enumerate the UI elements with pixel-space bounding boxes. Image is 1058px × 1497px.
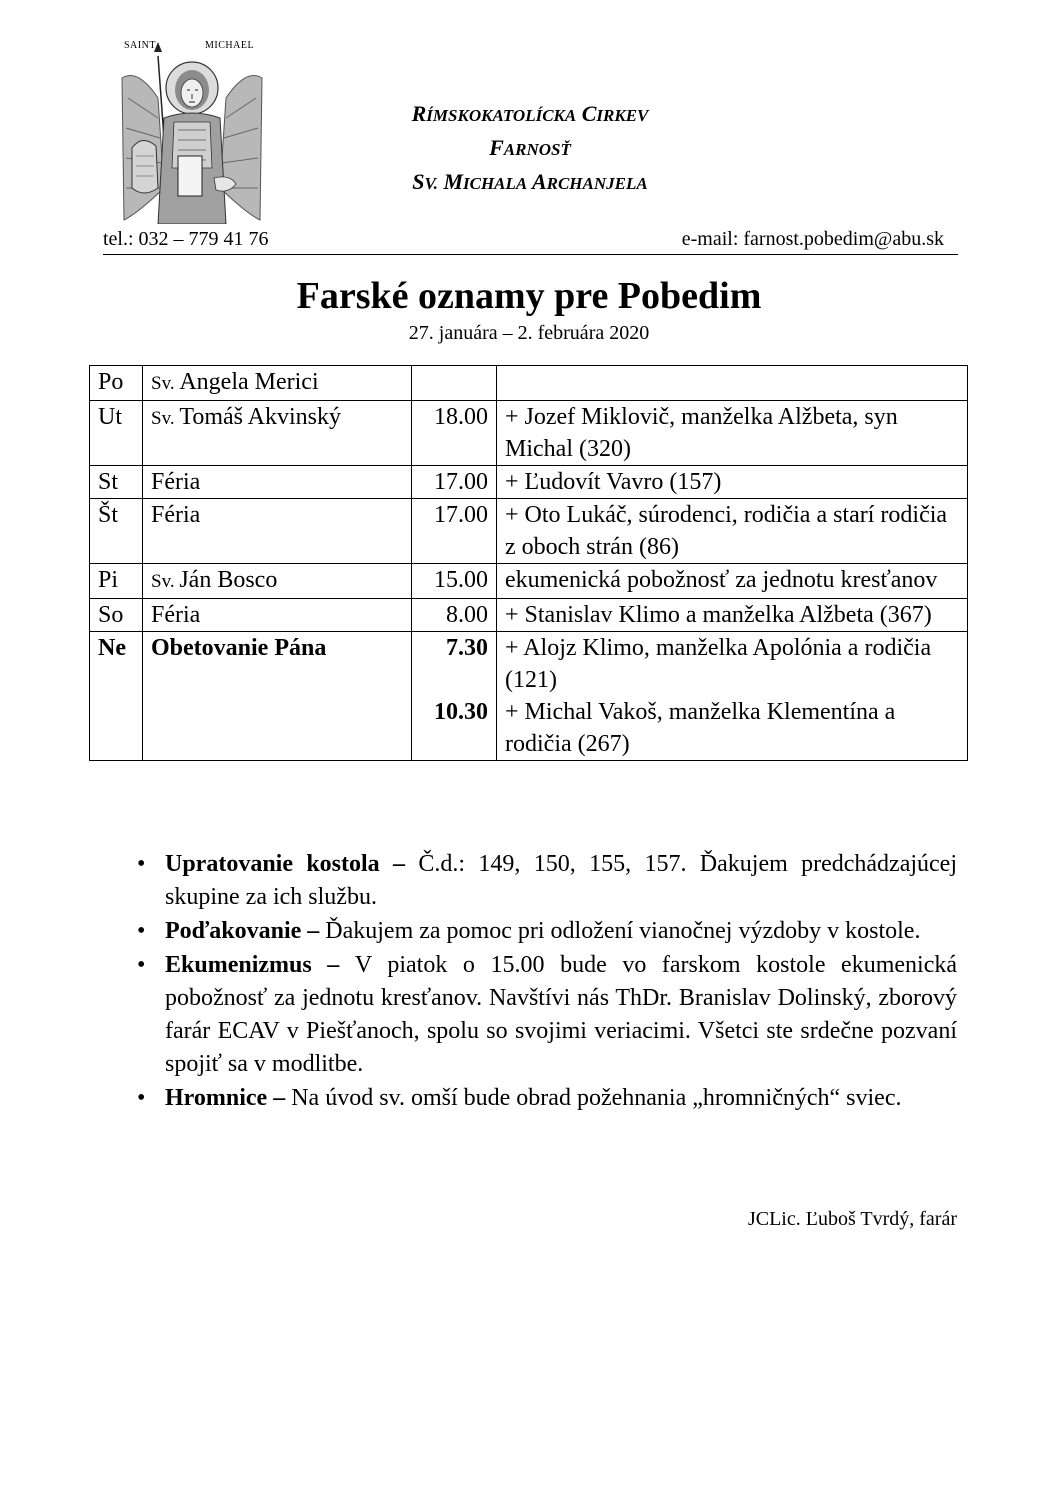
mass-time: 15.00 [434,567,488,593]
feast-prefix: Sv. [151,373,180,394]
date-range: 27. januára – 2. februára 2020 [408,322,650,344]
schedule-feast [143,466,412,499]
announcement-label: Ekumenizmus [165,952,312,978]
schedule-intention [497,466,968,499]
bullet-icon: • [137,1085,146,1111]
schedule-day: Ut [90,401,143,466]
schedule-time [412,599,497,632]
schedule-row [90,599,968,632]
icon-caption-michael: MICHAEL [205,40,255,51]
mass-intention: ekumenická pobožnosť za jednotu kresťanov [505,567,938,593]
announcement-text: Na úvod sv. omší bude obrad požehnania „hromničných“ sviec. [291,1085,902,1111]
header-text: FARNOSŤ [489,135,571,160]
schedule-day: So [90,599,143,632]
contact-line [103,228,958,255]
schedule-intention [497,564,968,599]
header-text: SV. MICHALA ARCHANJELA [412,169,648,194]
mass-intention: + Oto Lukáč, súrodenci, rodičia a starí rodičia z oboch strán (86) [505,502,948,560]
schedule-intention [497,366,968,401]
feast-name: Angela Merici [179,369,319,395]
bullet-icon: • [137,952,146,978]
schedule-feast [143,632,412,761]
announcement-item [133,1082,957,1115]
schedule-intention [497,599,968,632]
schedule-row [90,632,968,761]
schedule-row [90,401,968,466]
announcement-label: Upratovanie kostola [165,851,380,877]
icon-caption-saint: SAINT [124,40,156,51]
schedule-day: Št [90,499,143,564]
feast-prefix: Sv. [151,571,180,592]
mass-intention: + Ľudovít Vavro (157) [505,469,722,495]
announcement-item [133,848,957,914]
schedule-row [90,366,968,401]
schedule-day: Po [90,366,143,401]
email-address: e-mail: farnost.pobedim@abu.sk [681,228,944,250]
schedule-day: Ne [90,632,143,761]
schedule-row [90,466,968,499]
announcement-text: V piatok o 15.00 bude vo farskom kostole ekumenická pobožnosť za jednotu kresťanov. Navštívi nás ThDr. Branislav Dolinský, zborový farár ECAV v Piešťanoch, spolu so svojimi veriacimi. Všetci ste srdečne pozvaní spojiť sa v modlitbe. [165,952,957,1077]
header-line-parish [300,132,760,166]
schedule-time [412,401,497,466]
announcement-item [133,949,957,1081]
parish-header [300,98,760,200]
mass-time: 17.00 [434,469,488,495]
schedule-feast [143,366,412,401]
schedule-time [412,499,497,564]
bullet-icon: • [137,918,146,944]
header-text: RÍMSKOKATOLÍCKA CIRKEV [411,101,649,126]
announcement-dash: – [301,918,326,944]
schedule-feast [143,499,412,564]
schedule-time [412,366,497,401]
announcement-text: Ďakujem za pomoc pri odložení vianočnej výzdoby v kostole. [325,918,921,944]
feast-name: Féria [151,602,201,628]
feast-name: Ján Bosco [179,567,278,593]
page-title: Farské oznamy pre Pobedim [296,275,762,317]
schedule-intention [497,499,968,564]
mass-intention [505,366,959,398]
schedule-day: St [90,466,143,499]
announcement-item [133,915,957,948]
mass-time: 8.00 [446,602,488,628]
announcement-label: Hromnice [165,1085,268,1111]
schedule-row [90,564,968,599]
announcement-dash: – [311,952,355,978]
feast-name: Féria [151,469,201,495]
feast-name: Féria [151,502,201,528]
signature: JCLic. Ľuboš Tvrdý, farár [747,1208,957,1230]
saint-michael-icon [118,38,266,224]
schedule-intention [497,401,968,466]
schedule-feast [143,599,412,632]
mass-time: 17.00 [434,502,488,528]
schedule-time [412,466,497,499]
mass-time: 10.30 [434,699,488,725]
announcement-text: Č.d.: 149, 150, 155, 157. Ďakujem predchádzajúcej skupine za ich službu. [165,851,958,910]
mass-intention: + Alojz Klimo, manželka Apolónia a rodičia (121) [505,635,932,693]
announcement-dash: – [379,851,419,877]
mass-intention: + Jozef Miklovič, manželka Alžbeta, syn Michal (320) [505,404,898,462]
schedule-feast [143,564,412,599]
header-line-church [300,98,760,132]
schedule-day: Pi [90,564,143,599]
mass-time: 7.30 [446,635,488,661]
mass-schedule-table [89,365,968,761]
feast-prefix: Sv. [151,408,180,429]
announcement-dash: – [267,1085,292,1111]
feast-name: Obetovanie Pána [151,635,327,661]
mass-time [420,366,488,398]
schedule-intention [497,632,968,761]
schedule-row [90,499,968,564]
phone-number: tel.: 032 – 779 41 76 [103,228,269,250]
schedule-feast [143,401,412,466]
mass-intention: + Michal Vakoš, manželka Klementína a rodičia (267) [505,699,896,757]
schedule-time [412,564,497,599]
announcement-label: Poďakovanie [165,918,302,944]
header-line-patron [300,166,760,200]
announcements-list [133,848,957,1116]
bullet-icon: • [137,851,146,877]
feast-name: Tomáš Akvinský [179,404,342,430]
schedule-time [412,632,497,761]
mass-time: 18.00 [434,404,488,430]
mass-intention: + Stanislav Klimo a manželka Alžbeta (367) [505,602,932,628]
